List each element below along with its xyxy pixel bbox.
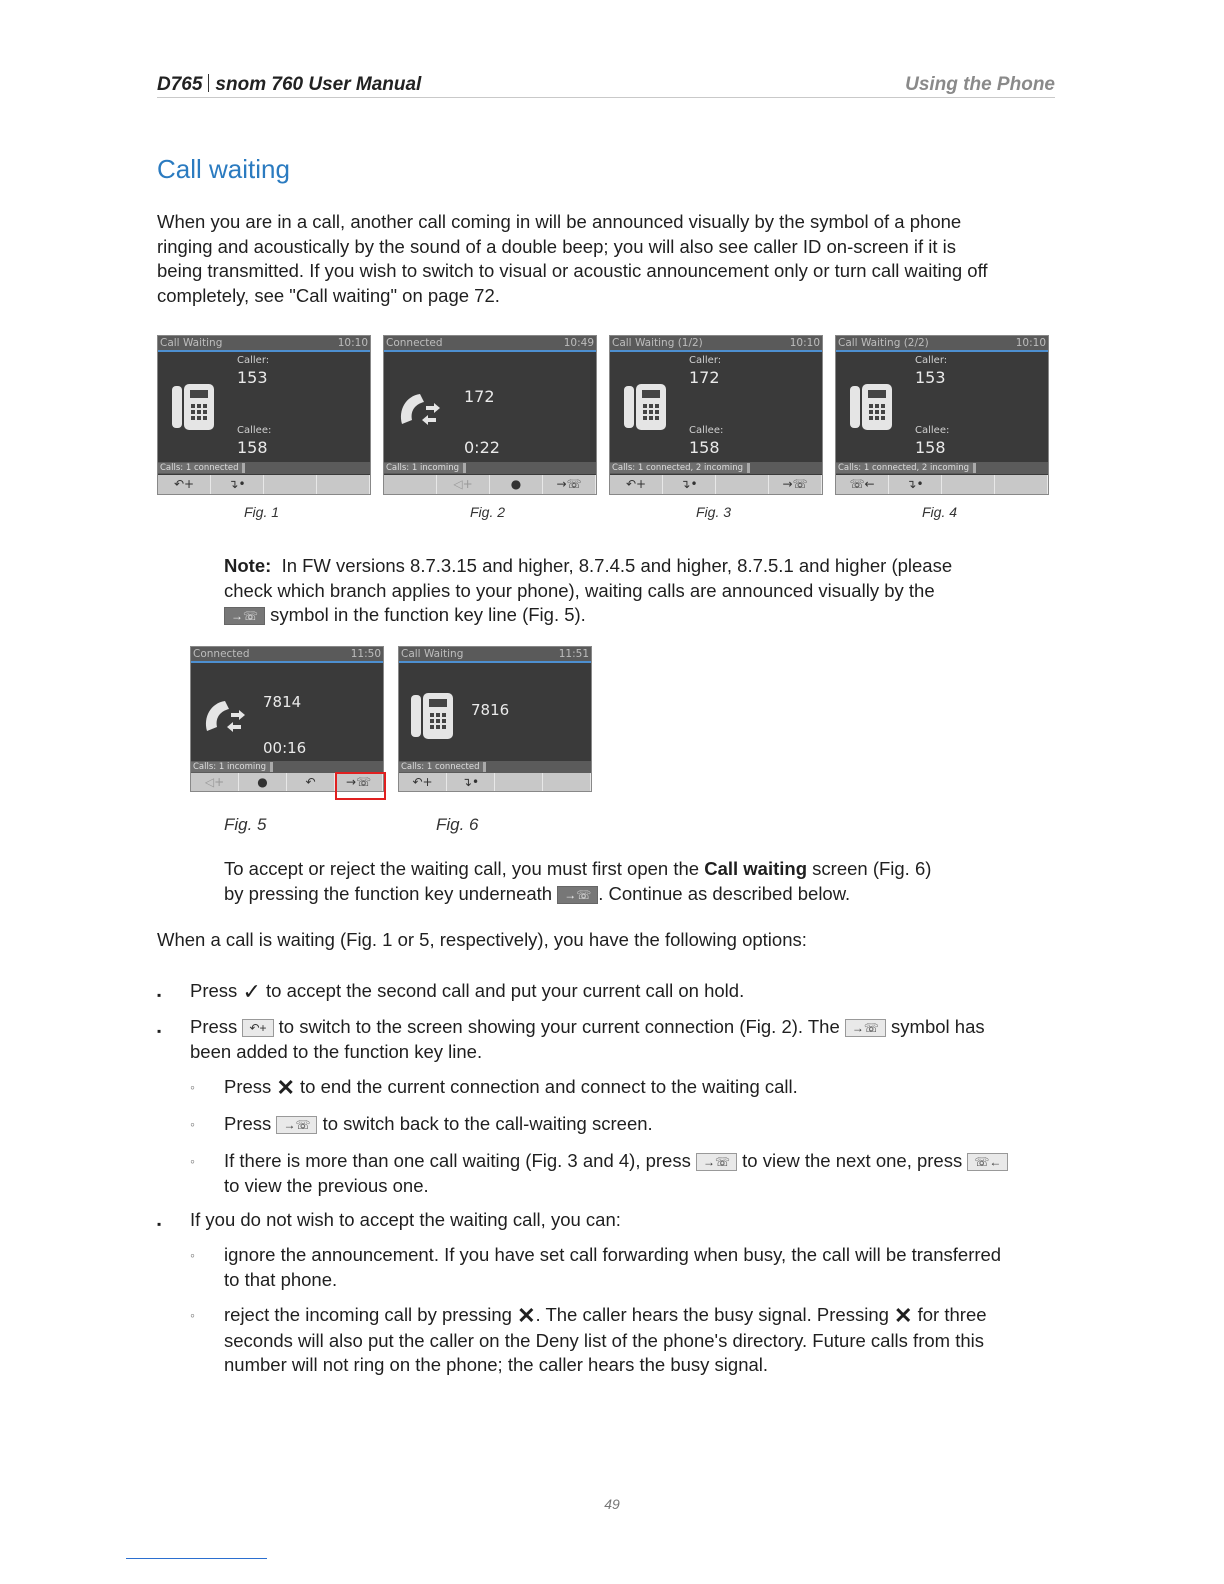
note-line — [224, 603, 1014, 628]
intro-line: When you are in a call, another call coming in will be announced visually by the symbol of a phone — [157, 211, 962, 232]
list-text — [224, 1112, 653, 1137]
status-line — [399, 761, 591, 773]
sub-list-item — [157, 1243, 1057, 1293]
sub-list-item — [157, 1303, 1057, 1379]
caller-number: 172 — [689, 368, 720, 387]
screen-titlebar — [191, 647, 383, 663]
header-rule — [157, 97, 1055, 98]
list-item — [157, 1015, 1057, 1075]
note-text: In FW versions 8.7.3.15 and higher, 8.7.4.5 and higher, 8.7.5.1 and higher (please — [281, 555, 953, 576]
screen-fig3 — [609, 335, 823, 495]
fkey-empty[interactable] — [942, 475, 995, 494]
doc-title: snom 760 User Manual — [215, 74, 422, 95]
list-line: ignore the announcement. If you have set call forwarding when busy, the call will be transferred — [224, 1244, 1002, 1265]
callee-number: 158 — [689, 438, 720, 457]
status-text: Calls: 1 connected — [158, 463, 245, 473]
screen-fig1 — [157, 335, 371, 495]
status-text: Calls: 1 incoming — [191, 762, 273, 772]
options-list — [157, 979, 1057, 1379]
list-line: seconds will also put the caller on the Deny list of the phone's directory. Future calls from this — [224, 1329, 984, 1351]
text: reject the incoming call by pressing — [224, 1304, 518, 1325]
fkey-empty[interactable] — [384, 475, 437, 494]
phone-desk-icon — [409, 689, 457, 743]
list-line: to view the previous one. — [224, 1174, 429, 1196]
doc-code: D765 — [157, 74, 203, 95]
fkey-empty[interactable] — [495, 773, 543, 791]
text: Press — [190, 1016, 243, 1037]
function-key-line — [158, 475, 370, 494]
call-waiting-icon: →☏ — [224, 607, 265, 625]
caller-number: 153 — [915, 368, 946, 387]
screen-title: Call Waiting — [160, 337, 223, 349]
sub-bullet: ◦ — [190, 1247, 195, 1263]
close-icon: ✕ — [894, 1303, 913, 1328]
note-line — [224, 554, 1014, 579]
note-block — [224, 554, 1014, 628]
fig-caption: Fig. 5 — [224, 815, 267, 834]
hold-switch-icon[interactable]: ↶+ — [158, 475, 211, 494]
status-text: Calls: 1 connected, 2 incoming — [836, 463, 976, 473]
caller-label: Caller: — [689, 355, 722, 366]
sub-bullet: ◦ — [190, 1153, 195, 1169]
screen-fig5 — [190, 646, 384, 792]
accept-line — [224, 882, 1044, 907]
status-text: Calls: 1 connected, 2 incoming — [610, 463, 750, 473]
text: To accept or reject the waiting call, you must first open the — [224, 858, 705, 879]
forward-icon[interactable]: ↴• — [447, 773, 495, 791]
fkey-empty[interactable] — [317, 475, 370, 494]
volume-icon[interactable]: ◁+ — [437, 475, 490, 494]
close-icon: ✕ — [276, 1075, 295, 1100]
bullet: ▪ — [157, 988, 162, 1002]
call-waiting-icon[interactable]: →☏ — [335, 773, 383, 791]
phone-desk-icon — [622, 380, 670, 434]
list-line: number will not ring on the phone; the caller hears the busy signal. — [224, 1354, 769, 1376]
fkey-empty[interactable] — [264, 475, 317, 494]
screen-time: 11:50 — [350, 648, 381, 660]
text: to switch to the screen showing your current connection (Fig. 2). The — [273, 1016, 845, 1037]
hold-switch-icon: ↶+ — [242, 1019, 273, 1037]
text: by pressing the function key underneath — [224, 882, 558, 904]
call-waiting-icon: →☏ — [557, 886, 598, 904]
sub-bullet: ◦ — [190, 1307, 195, 1323]
call-waiting-icon: →☏ — [845, 1019, 886, 1037]
callee-label: Callee: — [237, 425, 272, 436]
screen-titlebar — [399, 647, 591, 663]
callee-number: 158 — [237, 438, 268, 457]
status-line — [158, 462, 370, 474]
fig-caption: Fig. 3 — [696, 504, 732, 520]
text: symbol has — [885, 1016, 985, 1037]
status-line — [384, 462, 596, 474]
screen-time: 10:10 — [337, 337, 368, 349]
screen-time: 10:10 — [1015, 337, 1046, 349]
fkey-empty[interactable] — [716, 475, 769, 494]
screen-fig2 — [383, 335, 597, 495]
function-key-line — [384, 475, 596, 494]
screen-time: 10:49 — [563, 337, 594, 349]
fig-caption: Fig. 1 — [244, 504, 280, 520]
call-waiting-prev-icon[interactable]: ☏← — [836, 475, 889, 494]
bullet: ▪ — [157, 1217, 162, 1231]
list-text — [190, 1015, 1060, 1064]
sub-list-item — [157, 1112, 1057, 1138]
caller-label: Caller: — [237, 355, 270, 366]
status-text: Calls: 1 incoming — [384, 463, 466, 473]
screen-title: Call Waiting (1/2) — [612, 337, 703, 349]
note-line: check which branch applies to your phone), waiting calls are announced visually by the — [224, 579, 935, 601]
running-header-left — [157, 74, 421, 96]
call-transfer-icon — [396, 388, 448, 432]
text: . The caller hears the busy signal. Pressing — [535, 1304, 895, 1325]
call-waiting-icon: →☏ — [696, 1153, 737, 1171]
list-text — [190, 979, 744, 1005]
page-title: Call waiting — [157, 154, 290, 184]
call-waiting-prev-icon: ☏← — [967, 1153, 1008, 1171]
intro-paragraph — [157, 210, 1077, 308]
function-key-line — [836, 475, 1048, 494]
text: screen (Fig. 6) — [807, 858, 932, 879]
screen-time: 11:51 — [558, 648, 589, 660]
hold-switch-icon[interactable]: ↶+ — [610, 475, 663, 494]
screen-title: Connected — [386, 337, 443, 349]
call-waiting-screen-name: Call waiting — [704, 858, 808, 879]
check-icon: ✓ — [242, 979, 261, 1004]
fkey-empty[interactable] — [995, 475, 1048, 494]
caller-label: Caller: — [915, 355, 948, 366]
connected-number: 7814 — [263, 693, 302, 711]
phone-desk-icon — [848, 380, 896, 434]
screen-title: Connected — [193, 648, 250, 660]
sub-list-item — [157, 1075, 1057, 1101]
text: to switch back to the call-waiting screen. — [317, 1113, 653, 1134]
page-number: 49 — [604, 1496, 620, 1512]
intro-line: being transmitted. If you wish to switch to visual or acoustic announcement only or turn call waiting off — [157, 260, 988, 282]
list-text — [224, 1149, 1064, 1198]
caller-number: 7816 — [471, 701, 510, 719]
list-item — [157, 979, 1057, 1005]
bullet: ▪ — [157, 1024, 162, 1038]
list-line — [190, 1015, 1060, 1040]
function-key-line — [610, 475, 822, 494]
screen-fig4 — [835, 335, 1049, 495]
sub-bullet: ◦ — [190, 1079, 195, 1095]
forward-icon[interactable]: ↴• — [663, 475, 716, 494]
list-line — [224, 1303, 1064, 1329]
text: to view the next one, press — [737, 1150, 968, 1171]
list-text — [224, 1075, 798, 1101]
list-text: If you do not wish to accept the waiting call, you can: — [190, 1209, 621, 1230]
highlight-box — [335, 772, 386, 800]
status-line — [836, 462, 1048, 474]
intro-line: ringing and acoustically by the sound of a double beep; you will also see caller ID on-screen if it is — [157, 235, 957, 257]
footer-rule — [126, 1558, 267, 1559]
status-text: Calls: 1 connected — [399, 762, 486, 772]
text: If there is more than one call waiting (Fig. 3 and 4), press — [224, 1150, 696, 1171]
call-waiting-icon[interactable]: →☏ — [543, 475, 596, 494]
list-item — [157, 1208, 1057, 1234]
screen-time: 10:10 — [789, 337, 820, 349]
callee-label: Callee: — [915, 425, 950, 436]
fig-caption: Fig. 6 — [436, 815, 479, 834]
screen-title: Call Waiting — [401, 648, 464, 660]
sub-bullet: ◦ — [190, 1116, 195, 1132]
volume-icon[interactable]: ◁+ — [191, 773, 239, 791]
hold-switch-icon[interactable]: ↶ — [287, 773, 335, 791]
hold-switch-icon[interactable]: ↶+ — [399, 773, 447, 791]
list-line: been added to the function key line. — [190, 1040, 483, 1062]
call-waiting-icon: →☏ — [276, 1116, 317, 1134]
caller-number: 153 — [237, 368, 268, 387]
phone-desk-icon — [170, 380, 218, 434]
text: for three — [912, 1304, 987, 1325]
text: Press — [190, 980, 243, 1001]
call-duration: 0:22 — [464, 438, 500, 457]
callee-label: Callee: — [689, 425, 724, 436]
note-label: Note: — [224, 555, 272, 576]
header-separator — [208, 74, 209, 92]
text: Press — [224, 1113, 277, 1134]
text: to accept the second call and put your current call on hold. — [260, 980, 745, 1001]
screen-titlebar — [158, 336, 370, 352]
list-line — [224, 1149, 1064, 1174]
accept-paragraph — [224, 857, 1044, 906]
record-icon[interactable]: ● — [490, 475, 543, 494]
running-header-section: Using the Phone — [905, 74, 1055, 95]
screen-title: Call Waiting (2/2) — [838, 337, 929, 349]
accept-line — [224, 857, 1044, 882]
forward-icon[interactable]: ↴• — [889, 475, 942, 494]
fkey-empty[interactable] — [543, 773, 591, 791]
call-duration: 00:16 — [263, 739, 307, 757]
screen-titlebar — [384, 336, 596, 352]
list-text — [224, 1243, 1064, 1292]
close-icon: ✕ — [517, 1303, 536, 1328]
fig-caption: Fig. 2 — [470, 504, 506, 520]
connected-number: 172 — [464, 387, 495, 406]
list-line: to that phone. — [224, 1268, 338, 1290]
intro-line: completely, see "Call waiting" on page 72. — [157, 284, 500, 306]
options-intro: When a call is waiting (Fig. 1 or 5, respectively), you have the following options: — [157, 929, 807, 950]
screen-titlebar — [610, 336, 822, 352]
function-key-line — [399, 773, 591, 791]
screen-fig6 — [398, 646, 592, 792]
call-transfer-icon — [201, 695, 253, 739]
fig-caption: Fig. 4 — [922, 504, 958, 520]
note-text: symbol in the function key line (Fig. 5). — [270, 604, 586, 626]
screen-titlebar — [836, 336, 1048, 352]
record-icon[interactable]: ● — [239, 773, 287, 791]
sub-list-item — [157, 1149, 1057, 1199]
text: to end the current connection and connect to the waiting call. — [294, 1076, 798, 1097]
text: . Continue as described below. — [598, 882, 851, 904]
call-waiting-icon[interactable]: →☏ — [769, 475, 822, 494]
list-text — [224, 1303, 1064, 1378]
status-line — [610, 462, 822, 474]
text: Press — [224, 1076, 277, 1097]
forward-icon[interactable]: ↴• — [211, 475, 264, 494]
callee-number: 158 — [915, 438, 946, 457]
